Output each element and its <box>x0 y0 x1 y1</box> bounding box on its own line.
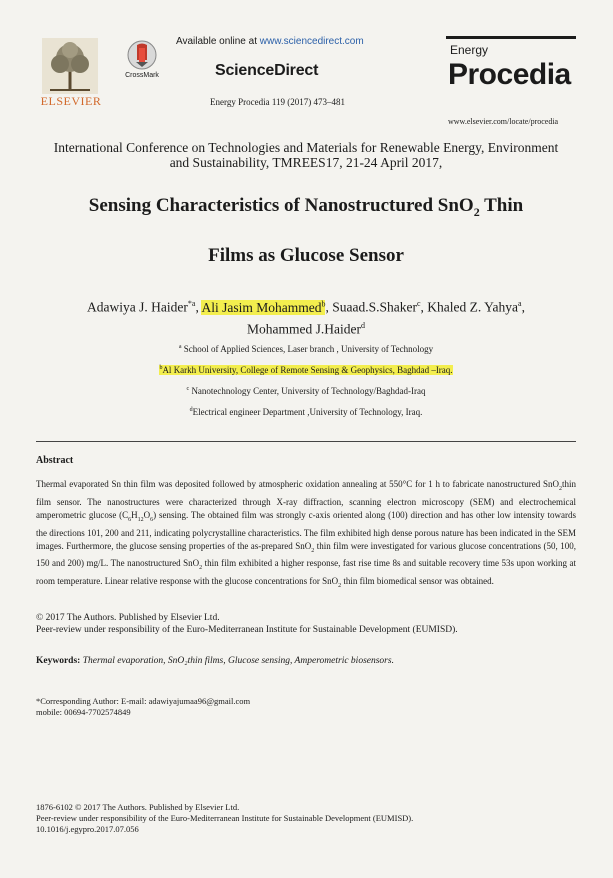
author: Adawiya J. Haider <box>87 299 188 315</box>
affil-text: School of Applied Sciences, Laser branch , University of Technology <box>181 344 434 354</box>
sciencedirect-title: ScienceDirect <box>215 62 319 79</box>
footer-issn: 1876-6102 © 2017 The Authors. Published by Elsevier Ltd. <box>36 802 240 812</box>
publisher-name: ELSEVIER <box>40 94 102 108</box>
author: Ali Jasim Mohammed <box>201 299 322 315</box>
author-highlighted <box>201 300 325 315</box>
abstract-text: O <box>143 509 151 520</box>
elsevier-tree-icon <box>42 38 98 94</box>
author-sup: a <box>518 299 522 308</box>
subscript: 12 <box>137 516 144 523</box>
subscript: 2 <box>558 485 562 492</box>
affil-text: Electrical engineer Department ,University of Technology, Iraq. <box>192 407 423 417</box>
abstract-body <box>36 478 576 593</box>
keywords-list: Thermal evaporation, SnO₂thin films, Glucose sensing, Amperometric biosensors. <box>80 656 394 666</box>
affiliation-a <box>36 338 576 359</box>
subscript: 2 <box>311 547 315 554</box>
affil-sup: b <box>159 365 163 371</box>
abstract-text: thin film sensor. The nanostructures were characterized through X-ray diffraction, scanning electron microscopy (SEM) and electrochemical amperometric glucose (C <box>36 479 576 520</box>
title-line-1 <box>36 184 576 234</box>
authors-line-2 <box>36 317 576 339</box>
affiliation-d <box>36 401 576 422</box>
affil-text: Al Karkh University, College of Remote Sensing & Geophysics, Baghdad –Iraq. <box>162 365 453 375</box>
author: Khaled Z. Yahya <box>427 299 519 315</box>
abstract-text: thin film exhibited a higher response, fast rise time 8s and suitable recovery time 53s upon working at room temperature. Linear relative response with the glucose concentrations for SnO <box>36 558 576 587</box>
affil-highlight <box>159 365 452 375</box>
affil-sup: a <box>178 344 182 350</box>
logo-rule <box>446 36 576 39</box>
conference-line-2: and Sustainability, TMREES17, 21-24 April 2017, <box>169 155 443 170</box>
keywords-label: Keywords: <box>36 656 81 666</box>
conference-info <box>36 140 576 170</box>
copyright-notice <box>36 612 576 636</box>
title-part: Thin <box>479 195 524 216</box>
corresponding-author <box>36 696 436 718</box>
abstract-text: thin film were investigated for various glucose concentrations (50, 100, 150 and 200) mg/L. The nanostructured SnO <box>36 540 576 569</box>
crossmark-icon <box>127 40 157 70</box>
title-part: Sensing Characteristics of Nanostructured SnO <box>88 195 474 216</box>
affil-sup: d <box>189 407 193 413</box>
affiliation-b <box>36 359 576 380</box>
journal-reference: Energy Procedia 119 (2017) 473–481 <box>210 97 345 107</box>
copyright-line-1: © 2017 The Authors. Published by Elsevier Ltd. <box>36 613 220 623</box>
authors-line-1: Adawiya J. Haider$^{*a}$, Ali Jasim Mohammed$^b$, Suaad.S.Shaker$^c$, Khaled Z. Yahya$^a$, <box>87 299 525 315</box>
copyright-line-2: Peer-review under responsibility of the Euro-Mediterranean Institute for Sustainable Development (EUMISD). <box>36 625 458 635</box>
author-sup: b <box>321 299 326 308</box>
affil-text: Nanotechnology Center, University of Technology/Baghdad-Iraq <box>189 386 426 396</box>
affiliation-c <box>36 380 576 401</box>
corresponding-mobile: mobile: 00694-7702574849 <box>36 707 131 717</box>
author-sup: *a <box>187 299 196 308</box>
abstract-heading: Abstract <box>36 455 74 466</box>
elsevier-logo <box>36 38 106 110</box>
footer-peer-review: Peer-review under responsibility of the Euro-Mediterranean Institute for Sustainable Development (EUMISD). <box>36 813 414 823</box>
author-list <box>36 295 576 338</box>
subscript: 2 <box>199 565 203 572</box>
author: Mohammed J.Haider <box>247 321 361 336</box>
journal-name: Procedia <box>448 58 571 91</box>
title-line-2: Films as Glucose Sensor <box>208 244 404 266</box>
corresponding-email: *Corresponding Author: E-mail: adawiyajumaa96@gmail.com <box>36 696 251 706</box>
section-divider <box>36 441 576 442</box>
available-online <box>176 36 416 47</box>
available-prefix: Available online at <box>176 36 260 47</box>
author: Suaad.S.Shaker <box>332 299 417 315</box>
subscript: 6 <box>150 516 154 523</box>
page-footer <box>36 802 576 835</box>
conference-line-1: International Conference on Technologies and Materials for Renewable Energy, Environment <box>53 140 559 155</box>
author-sup: c <box>416 299 421 308</box>
paper-title <box>36 184 576 277</box>
crossmark-label: CrossMark <box>125 72 159 79</box>
subscript: 6 <box>128 516 132 523</box>
keywords <box>36 656 576 666</box>
affil-sup: c <box>186 386 190 392</box>
sciencedirect-link[interactable]: www.sciencedirect.com <box>259 36 364 47</box>
abstract-text: ) sensing. The obtained film was strongly c-axis oriented along (100) direction and has other low intensity towards the directions 101, 200 and 211, indicating polycrystalline characteristics. The film exhibited high dense porous nature has been indicated in the SEM images. Furthermore, the glucose sensing properties of the as-prepared SnO <box>36 509 576 551</box>
affiliations <box>36 338 576 422</box>
footer-doi: 10.1016/j.egypro.2017.07.056 <box>36 824 139 834</box>
author-sup: d <box>360 320 365 330</box>
title-subscript: 2 <box>473 204 480 219</box>
abstract-text: thin film biomedical sensor was obtained. <box>341 576 494 587</box>
abstract-text: H <box>131 509 138 520</box>
abstract-text: Thermal evaporated Sn thin film was deposited followed by atmospheric oxidation annealing at 550°C for 1 h to fabricate nanostructured SnO <box>36 479 559 489</box>
crossmark-badge[interactable] <box>124 40 160 79</box>
subscript: 2 <box>338 582 342 589</box>
journal-subject: Energy <box>450 43 489 57</box>
journal-url[interactable]: www.elsevier.com/locate/procedia <box>448 117 559 126</box>
